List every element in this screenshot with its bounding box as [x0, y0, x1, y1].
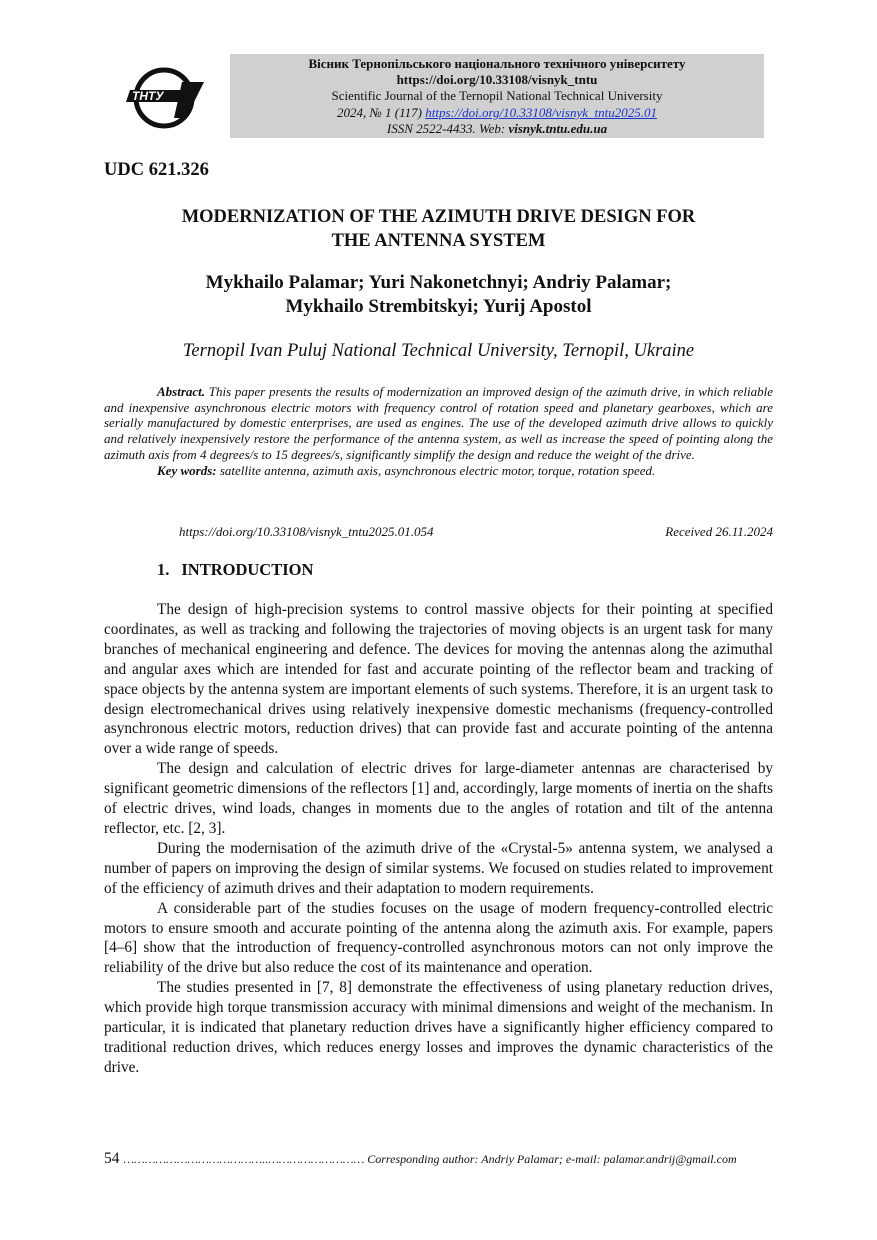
authors-line: Mykhailo Strembitskyi; Yurij Apostol — [285, 296, 592, 317]
authors — [100, 271, 777, 319]
journal-header — [230, 54, 764, 138]
udc-code: UDC 621.326 — [104, 160, 209, 180]
abstract — [104, 384, 773, 478]
abstract-text: This paper presents the results of modernization an improved design of the azimuth drive, in which reliable and inexpensive asynchronous electric motors with frequency control of rotation speed and planetary gearboxes, which are serially manufactured by domestic enterprises, are used as engines. The use of the developed azimuth drive allows to quickly and relatively inexpensively restore the performance of the antenna system, as well as increase the speed of pointing along the azimuth axis from 4 degrees/s to 15 degrees/s, significantly simplify the design and reduce the weight of the drive. — [104, 384, 774, 462]
page-footer — [104, 1150, 773, 1168]
received-date: Received 26.11.2024 — [665, 524, 773, 539]
footer-dots: …………………………………..……………………… — [123, 1152, 365, 1166]
section-title: INTRODUCTION — [181, 560, 314, 579]
web-link[interactable]: visnyk.tntu.edu.ua — [508, 120, 608, 136]
title-line: THE ANTENNA SYSTEM — [331, 231, 546, 251]
issue-doi-link[interactable]: https://doi.org/10.33108/visnyk_tntu2025.01 — [425, 104, 657, 120]
journal-name-en: Scientific Journal of the Ternopil National Technical University — [331, 88, 663, 104]
journal-doi[interactable]: https://doi.org/10.33108/visnyk_tntu — [396, 72, 598, 88]
keywords-paragraph — [104, 463, 773, 479]
corresponding-author: Corresponding author: Andriy Palamar; e-mail: palamar.andrij@gmail.com — [367, 1152, 737, 1166]
abstract-label: Abstract. — [157, 384, 206, 399]
issn: ISSN 2522-4433. Web: — [386, 120, 506, 136]
section-number: 1. — [157, 560, 170, 579]
article-doi[interactable]: https://doi.org/10.33108/visnyk_tntu2025.01.054 — [179, 524, 434, 539]
body-paragraph: A considerable part of the studies focuses on the usage of modern frequency-controlled electric motors to ensure smooth and accurate pointing of the antenna along the azimuth axis. For example, papers [4–6] show that the introduction of frequency-controlled asynchronous motors can not only improve the reliability of the drive but also reduce the cost of its maintenance and operation. — [104, 899, 773, 977]
abstract-paragraph — [104, 384, 773, 463]
page-number: 54 — [104, 1150, 120, 1167]
authors-line: Mykhailo Palamar; Yuri Nakonetchnyi; Andriy Palamar; — [205, 272, 672, 293]
section-heading — [157, 560, 313, 580]
body-paragraph: During the modernisation of the azimuth drive of the «Crystal-5» antenna system, we analysed a number of papers on improving the design of similar systems. We focused on studies related to improvement of the efficiency of azimuth drives and their adaptation to modern requirements. — [104, 839, 773, 897]
university-logo — [122, 60, 210, 134]
body-paragraph: The design and calculation of electric drives for large-diameter antennas are characterised by significant geometric dimensions of the reflectors [1] and, accordingly, large moments of inertia on the shafts of electric drives, wind loads, changes in moments due to the angles of rotation and tilt of the antenna reflector, etc. [2, 3]. — [104, 760, 773, 837]
paper-title — [100, 205, 777, 253]
keywords-text: satellite antenna, azimuth axis, asynchronous electric motor, torque, rotation speed. — [219, 462, 656, 478]
logo-text: ТНТУ — [132, 89, 164, 103]
body-text — [104, 600, 773, 1078]
keywords-label: Key words: — [157, 462, 217, 478]
issue-info: 2024, № 1 (117) — [337, 104, 422, 120]
title-line: MODERNIZATION OF THE AZIMUTH DRIVE DESIGN FOR — [181, 207, 696, 227]
affiliation: Ternopil Ivan Puluj National Technical University, Ternopil, Ukraine — [182, 341, 695, 361]
body-paragraph: The design of high-precision systems to control massive objects for their pointing at specified coordinates, as well as tracking and following the trajectories of moving objects is an urgent task for many branches of mechanical engineering and defence. The devices for moving the antennas along the azimuthal and angular axes which are intended for fast and accurate pointing of the reflector beam and tracking of space objects by the antenna system are important elements of such systems. Therefore, it is an urgent task to design electromechanical drives using relatively inexpensive domestic mechanisms (frequency-controlled asynchronous electric motors, reduction drives) that can provide fast and accurate pointing of the antenna over a wide range of speeds. — [104, 601, 773, 758]
body-paragraph: The studies presented in [7, 8] demonstrate the effectiveness of using planetary reduction drives, which provide high torque transmission accuracy with minimal dimensions and weight of the mechanism. In particular, it is indicated that planetary reduction drives have a significantly higher efficiency compared to traditional reduction drives, which reduces energy losses and improves the dynamic characteristics of the drive. — [104, 979, 773, 1076]
journal-name-ua: Вісник Тернопільського національного технічного університету — [308, 56, 686, 71]
